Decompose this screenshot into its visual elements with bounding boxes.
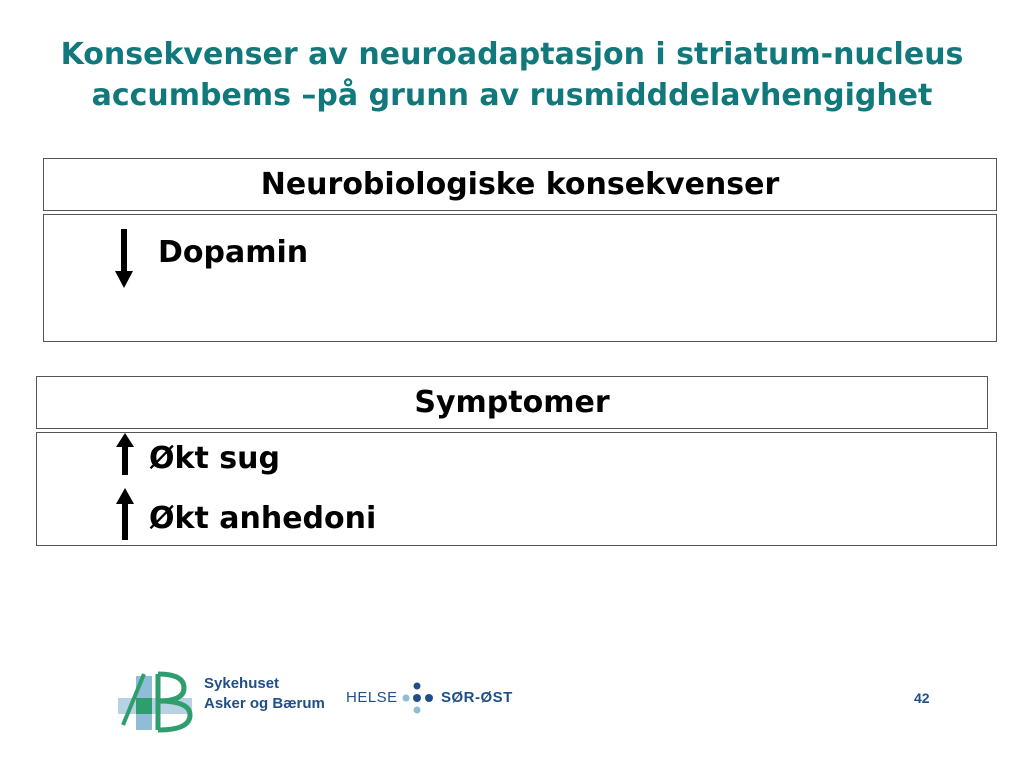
symptoms-item-okt-sug: [149, 441, 280, 476]
hospital-name-line-1: Sykehuset: [204, 675, 280, 692]
neurobiology-header-box: [43, 158, 997, 211]
symptoms-content-box: [36, 432, 997, 546]
helse-logo-left-text: HELSE: [346, 689, 398, 706]
helse-dots-icon: [398, 680, 438, 716]
neurobiology-content-box: [43, 214, 997, 342]
neurobiology-header: Neurobiologiske konsekvenser: [260, 167, 780, 202]
arrow-up-icon: [115, 433, 135, 475]
hospital-logo-icon: [118, 670, 198, 734]
neurobiology-item-label: Dopamin: [158, 235, 309, 270]
slide-title-line-1: Konsekvenser av neuroadaptasjon i striatum-nucleus: [60, 37, 964, 72]
slide-title-line-2: accumbems –på grunn av rusmidddelavhengighet: [91, 78, 933, 113]
page-number: 42: [914, 690, 930, 706]
slide-title: [0, 34, 1024, 116]
arrow-up-icon: [115, 488, 135, 540]
symptoms-item-label: Økt sug: [149, 441, 280, 476]
symptoms-item-label: Økt anhedoni: [149, 501, 377, 536]
neurobiology-item-dopamin: [158, 235, 308, 270]
arrow-down-icon: [114, 229, 134, 289]
helse-logo-right-text: SØR-ØST: [441, 689, 513, 706]
hospital-name-line-2: Asker og Bærum: [204, 695, 325, 712]
symptoms-header-box: [36, 376, 988, 429]
hospital-name: [204, 674, 325, 714]
symptoms-item-okt-anhedoni: [149, 501, 376, 536]
symptoms-header: Symptomer: [414, 385, 610, 420]
